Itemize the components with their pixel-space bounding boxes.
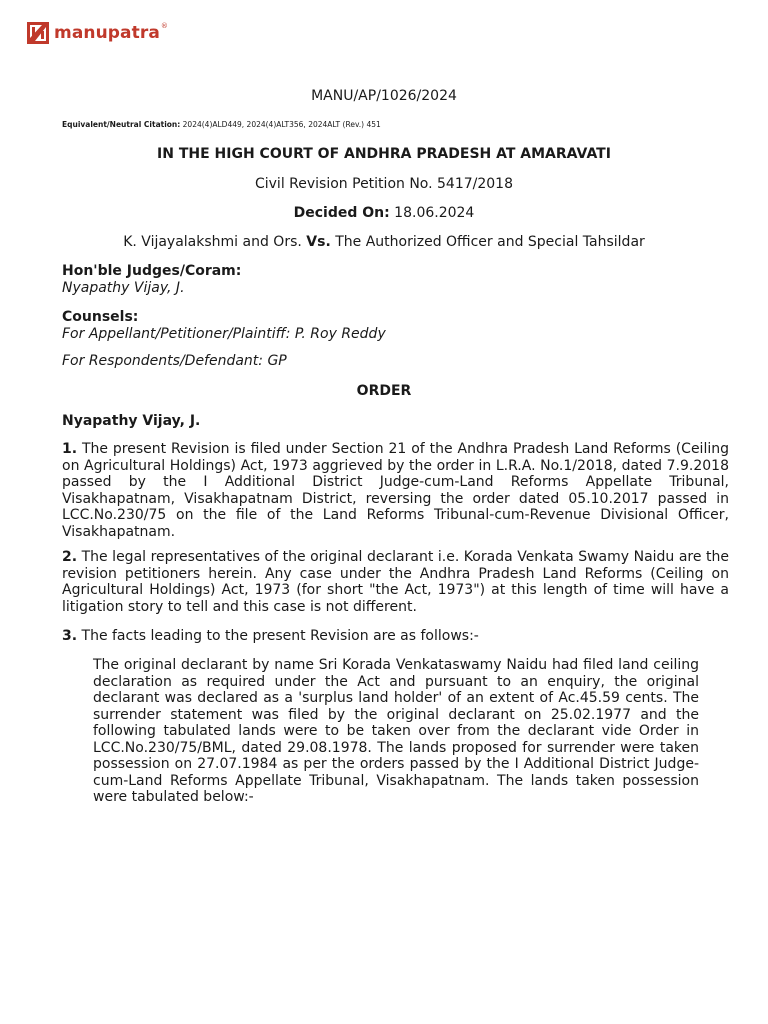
brand-name: manupatra [54, 23, 160, 43]
counsel-appellant: For Appellant/Petitioner/Plaintiff: P. Roy Reddy [62, 325, 386, 342]
judge-heading: Nyapathy Vijay, J. [62, 413, 201, 429]
coram-judge: Nyapathy Vijay, J. [62, 279, 185, 296]
case-parties [0, 234, 768, 250]
paragraph-1-text: The present Revision is filed under Section 21 of the Andhra Pradesh Land Reforms (Ceiling on Agricultural Holdings) Act, 1973 aggrieved by the order in L.R.A. No.1/2018, dated 7.9.2018 passed by the I Additional District Judge-cum-Land Reforms Appellate Tribunal, Visakhapatnam, Visakhapatnam District, reversing the order dated 05.10.2017 passed in LCC.No.230/75 on the file of the Land Reforms Tribunal-cum-Revenue Divisional Officer, Visakhapatnam. [62, 441, 729, 540]
paragraph-1-number: 1. [62, 441, 78, 457]
decided-on-date: 18.06.2024 [389, 205, 475, 221]
equivalent-citation-value: 2024(4)ALD449, 2024(4)ALT356, 2024ALT (Rev.) 451 [180, 120, 381, 129]
manupatra-logo [27, 20, 168, 46]
decided-on-label: Decided On: [293, 205, 390, 221]
court-name: IN THE HIGH COURT OF ANDHRA PRADESH AT AMARAVATI [157, 146, 611, 162]
paragraph-3-text: The facts leading to the present Revision are as follows:- [77, 628, 479, 644]
citation-id: MANU/AP/1026/2024 [311, 88, 457, 104]
coram-label: Hon'ble Judges/Coram: [62, 263, 242, 279]
quoted-facts: The original declarant by name Sri Korada Venkataswamy Naidu had filed land ceiling declaration as required under the Act and pursuant to an enquiry, the original declarant was declared as a 'surplus land holder' of an extent of Ac.45.59 cents. The surrender statement was filed by the original declarant on 25.02.1977 and the following tabulated lands were to be taken over from the declarant vide Order in LCC.No.230/75/BML, dated 29.08.1978. The lands proposed for surrender were taken possession on 27.07.1984 as per the orders passed by the I Additional District Judge-cum-Land Reforms Appellate Tribunal, Visakhapatnam. The lands taken possession were tabulated below:- [93, 657, 699, 805]
paragraph-3-number: 3. [62, 628, 78, 644]
coram-section [62, 263, 729, 296]
paragraph-3 [62, 628, 729, 645]
order-heading: ORDER [356, 383, 412, 399]
equivalent-citation-label: Equivalent/Neutral Citation: [62, 120, 181, 129]
paragraph-1 [62, 441, 729, 540]
registered-mark: ® [160, 22, 168, 30]
counsels-section [62, 309, 729, 342]
petitioner-party: K. Vijayalakshmi and Ors. [123, 234, 307, 250]
paragraph-2 [62, 549, 729, 615]
manupatra-mark-icon [27, 22, 49, 44]
versus-label: Vs. [306, 234, 331, 250]
equivalent-citation [62, 120, 381, 129]
respondent-party: The Authorized Officer and Special Tahsildar [330, 234, 645, 250]
petition-number: Civil Revision Petition No. 5417/2018 [254, 176, 513, 192]
decided-on [0, 205, 768, 221]
counsel-respondent: For Respondents/Defendant: GP [62, 353, 287, 369]
counsels-label: Counsels: [62, 309, 139, 325]
paragraph-2-text: The legal representatives of the original declarant i.e. Korada Venkata Swamy Naidu are the revision petitioners herein. Any case under the Andhra Pradesh Land Reforms (Ceiling on Agricultural Holdings) Act, 1973 (for short "the Act, 1973") at this length of time will have a litigation story to tell and this case is not different. [62, 549, 729, 615]
paragraph-2-number: 2. [62, 549, 78, 565]
